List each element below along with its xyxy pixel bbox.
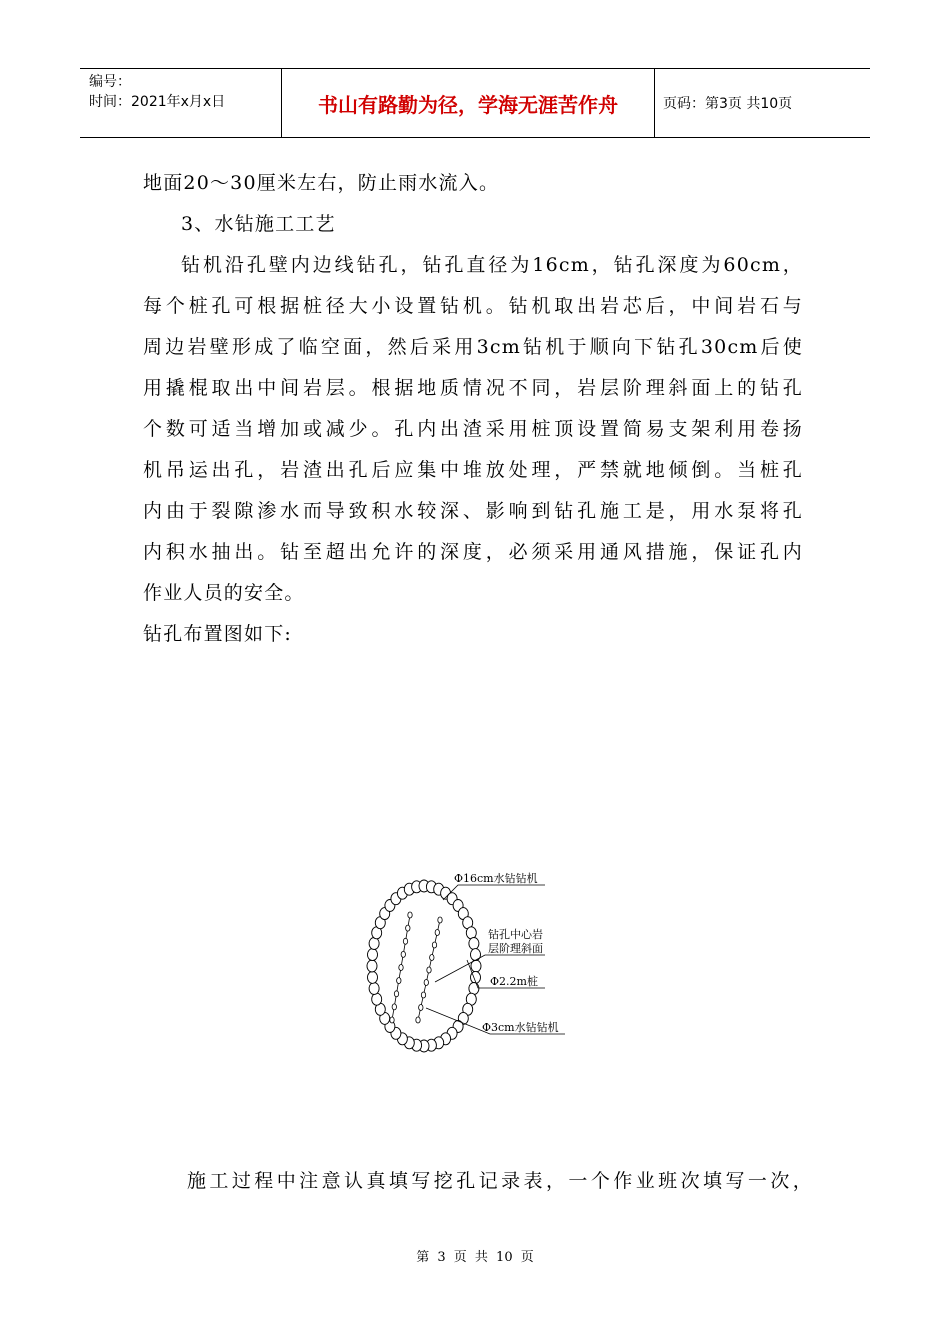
page-footer: 第 3 页 共 10 页 [416, 1250, 534, 1265]
body-line: 地面20～30厘米左右，防止雨水流入。 [143, 172, 500, 194]
label-3cm-drill: Φ3cm水钻钻机 [482, 1021, 559, 1034]
body-line: 个数可适当增加或减少。孔内出渣采用桩顶设置简易支架利用卷扬 [143, 418, 803, 440]
header-meta [80, 69, 282, 137]
small-drill-hole [424, 980, 428, 986]
small-drill-hole [399, 965, 403, 971]
body-line: 用撬棍取出中间岩层。根据地质情况不同，岩层阶理斜面上的钻孔 [143, 377, 803, 399]
small-drill-hole [408, 912, 412, 918]
header-time: 时间：2021年x月x日 [89, 94, 226, 110]
leader-lines [426, 885, 565, 1034]
small-drill-hole [406, 925, 410, 931]
page-header [80, 68, 870, 138]
body-line: 内由于裂隙渗水而导致积水较深、影响到钻孔施工是，用水泵将孔 [143, 500, 803, 522]
body-line: 内积水抽出。钻至超出允许的深度，必须采用通风措施，保证孔内 [143, 541, 803, 563]
drill-hole [471, 949, 481, 961]
small-drill-hole [438, 917, 442, 923]
drill-hole [367, 960, 377, 972]
small-drill-hole [403, 938, 407, 944]
body-line: 钻机沿孔壁内边线钻孔，钻孔直径为16cm，钻孔深度为60cm， [181, 254, 803, 276]
small-drill-hole [427, 967, 431, 973]
center-rock-rows [390, 912, 442, 1023]
small-drill-hole [392, 1004, 396, 1010]
body-line: 机吊运出孔，岩渣出孔后应集中堆放处理，严禁就地倾倒。当桩孔 [143, 459, 803, 481]
small-drill-hole [421, 992, 425, 998]
header-page-info: 页码：第3页 共10页 [663, 96, 793, 112]
body-line: 周边岩壁形成了临空面，然后采用3cm钻机于顺向下钻孔30cm后使 [143, 336, 803, 358]
small-drill-hole [390, 1017, 394, 1023]
small-drill-hole [432, 942, 436, 948]
body-line: 每个桩孔可根据桩径大小设置钻机。钻机取出岩芯后，中间岩石与 [143, 295, 803, 317]
header-number: 编号： [89, 74, 131, 90]
small-drill-hole [401, 951, 405, 957]
small-drill-hole [394, 991, 398, 997]
drill-hole [469, 938, 479, 950]
header-motto: 书山有路勤为径，学海无涯苦作舟 [282, 69, 655, 137]
label-pile: Φ2.2m桩 [490, 975, 538, 988]
drill-hole [466, 927, 476, 939]
drill-layout-figure [340, 870, 580, 1070]
drill-hole [368, 949, 378, 961]
drill-hole [372, 993, 382, 1005]
label-16cm-drill: Φ16cm水钻钻机 [454, 872, 538, 885]
body-line: 作业人员的安全。 [143, 582, 305, 604]
label-rock-layer-line1: 钻孔中心岩 [488, 928, 543, 941]
small-drill-hole [419, 1005, 423, 1011]
figure-intro: 钻孔布置图如下: [143, 623, 293, 645]
drill-hole [368, 971, 378, 983]
small-drill-hole [397, 978, 401, 984]
closing-line: 施工过程中注意认真填写挖孔记录表，一个作业班次填写一次， [187, 1170, 813, 1192]
drill-hole [369, 983, 379, 995]
small-drill-hole [435, 930, 439, 936]
drill-hole [369, 938, 379, 950]
section-heading: 3、水钻施工工艺 [181, 213, 336, 235]
small-drill-hole [416, 1017, 420, 1023]
small-drill-hole [430, 955, 434, 961]
label-rock-layer-line2: 层阶理斜面 [488, 942, 543, 955]
drill-hole [469, 983, 479, 995]
